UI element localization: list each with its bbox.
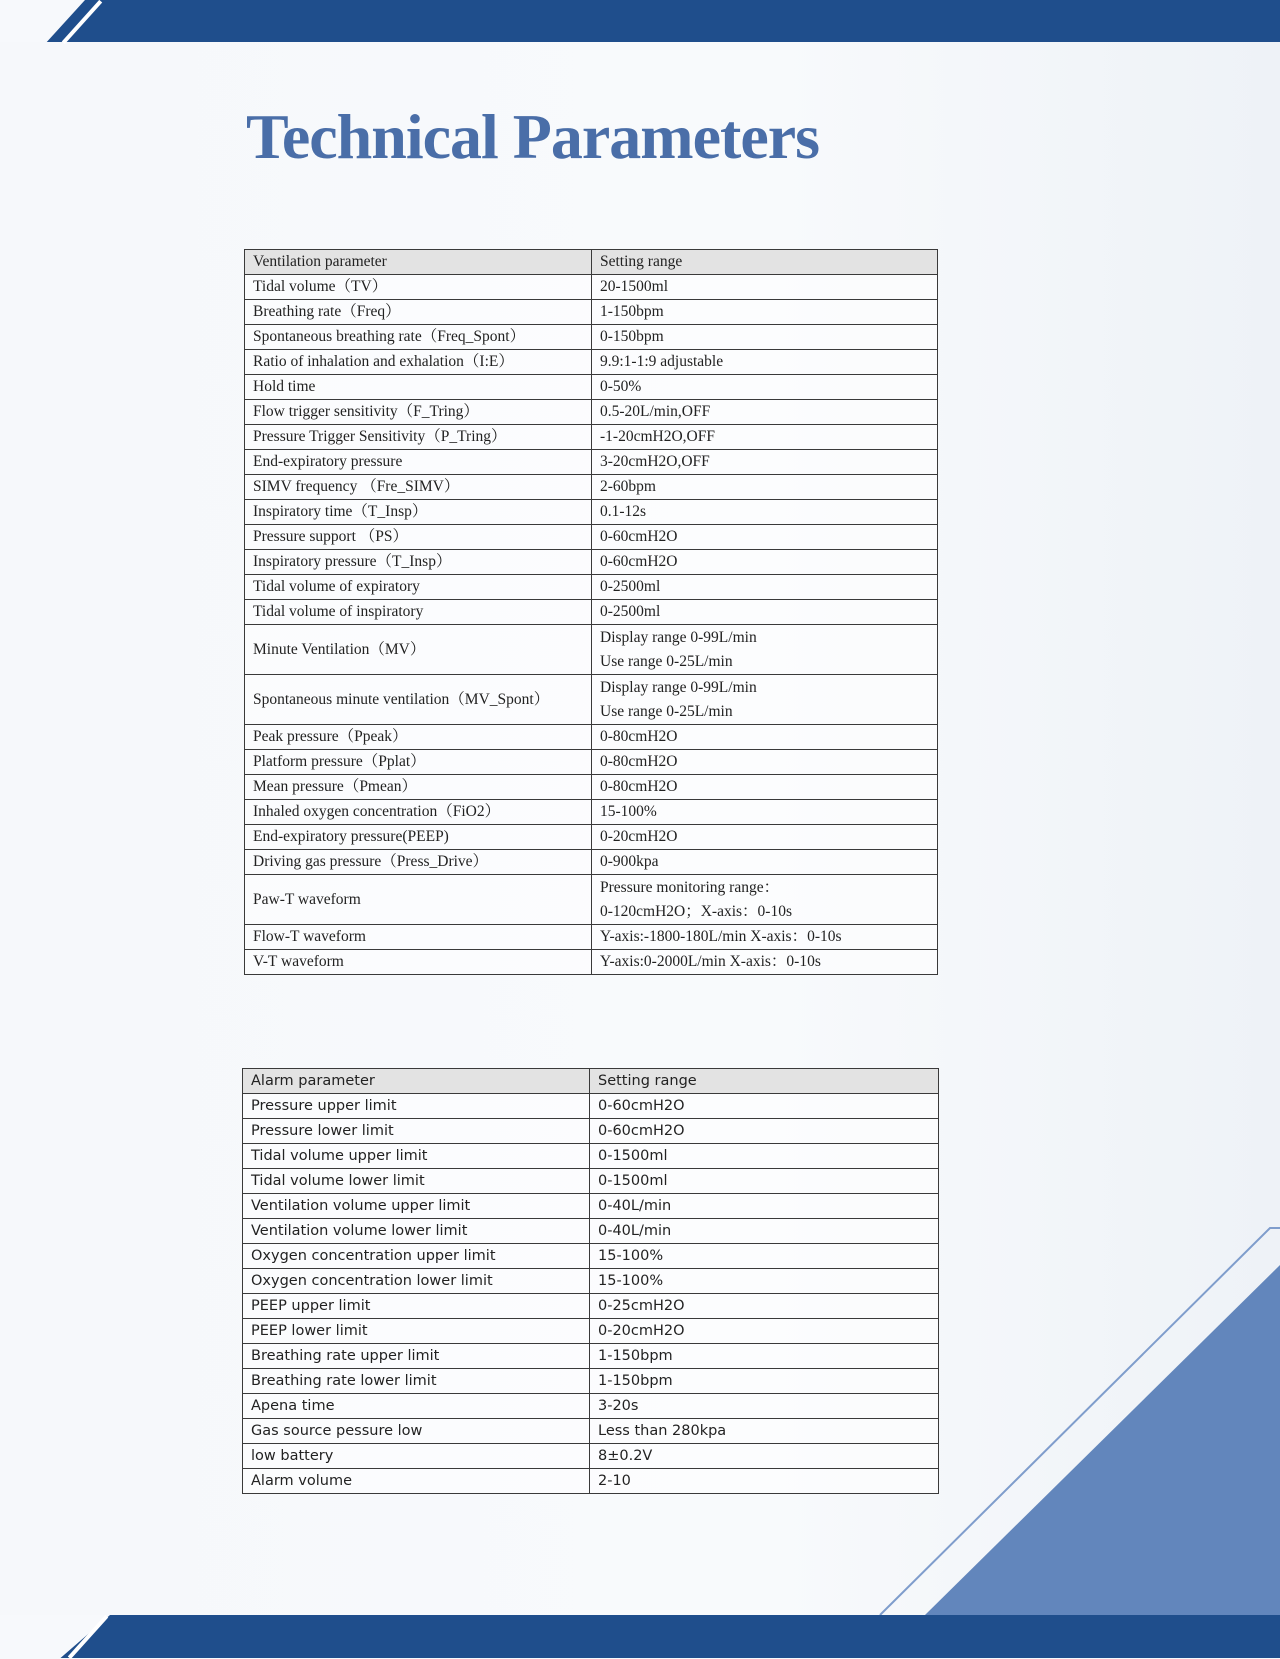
ventilation-row [245, 600, 938, 625]
ventilation-name-cell: Inhaled oxygen concentration（FiO2） [245, 800, 592, 825]
ventilation-name-cell: Tidal volume of inspiratory [245, 600, 592, 625]
alarm-name-cell: Oxygen concentration lower limit [243, 1269, 590, 1294]
ventilation-row [245, 950, 938, 975]
ventilation-header-cell: Ventilation parameter [245, 250, 592, 275]
alarm-row [243, 1194, 939, 1219]
ventilation-value-cell: Y-axis:0-2000L/min X-axis：0-10s [592, 950, 938, 975]
top-banner [0, 0, 1280, 42]
alarm-value-cell: Less than 280kpa [590, 1419, 939, 1444]
bottom-banner-cut [0, 1615, 110, 1658]
alarm-value-cell: 15-100% [590, 1244, 939, 1269]
alarm-name-cell: PEEP lower limit [243, 1319, 590, 1344]
ventilation-name-cell: Flow-T waveform [245, 925, 592, 950]
alarm-name-cell: Tidal volume upper limit [243, 1144, 590, 1169]
ventilation-row [245, 825, 938, 850]
alarm-value-cell: 3-20s [590, 1394, 939, 1419]
alarm-value-cell: 0-20cmH2O [590, 1319, 939, 1344]
alarm-value-cell: 0-1500ml [590, 1169, 939, 1194]
alarm-name-cell: low battery [243, 1444, 590, 1469]
ventilation-name-cell: Paw-T waveform [245, 875, 592, 925]
ventilation-name-cell: Breathing rate（Freq） [245, 300, 592, 325]
ventilation-value-cell: 0-80cmH2O [592, 750, 938, 775]
alarm-parameter-table [242, 1068, 939, 1494]
ventilation-value-cell: 0-20cmH2O [592, 825, 938, 850]
ventilation-value-line: Pressure monitoring range： [600, 878, 780, 896]
ventilation-value-line: 0-120cmH2O；X-axis：0-10s [600, 902, 793, 920]
alarm-name-cell: Ventilation volume lower limit [243, 1219, 590, 1244]
ventilation-row [245, 375, 938, 400]
ventilation-value-cell: 20-1500ml [592, 275, 938, 300]
alarm-name-cell: PEEP upper limit [243, 1294, 590, 1319]
page-title: Technical Parameters [246, 101, 820, 172]
alarm-value-cell: 0-60cmH2O [590, 1119, 939, 1144]
ventilation-row [245, 450, 938, 475]
ventilation-name-cell: Tidal volume（TV） [245, 275, 592, 300]
ventilation-value-cell: 2-60bpm [592, 475, 938, 500]
alarm-name-cell: Pressure lower limit [243, 1119, 590, 1144]
ventilation-name-cell: V-T waveform [245, 950, 592, 975]
ventilation-row [245, 675, 938, 725]
ventilation-row [245, 350, 938, 375]
alarm-name-cell: Apena time [243, 1394, 590, 1419]
alarm-name-cell: Breathing rate lower limit [243, 1369, 590, 1394]
ventilation-name-cell: Driving gas pressure（Press_Drive） [245, 850, 592, 875]
ventilation-header-cell: Setting range [592, 250, 938, 275]
ventilation-value-cell: 0-2500ml [592, 575, 938, 600]
ventilation-row [245, 275, 938, 300]
alarm-name-cell: Oxygen concentration upper limit [243, 1244, 590, 1269]
alarm-name-cell: Breathing rate upper limit [243, 1344, 590, 1369]
alarm-value-cell: 1-150bpm [590, 1344, 939, 1369]
ventilation-parameter-table [244, 249, 938, 975]
ventilation-value-cell: -1-20cmH2O,OFF [592, 425, 938, 450]
ventilation-value-line: Display range 0-99L/min [600, 678, 757, 696]
bottom-banner [0, 1615, 1280, 1658]
ventilation-row [245, 325, 938, 350]
alarm-row [243, 1319, 939, 1344]
alarm-value-cell: 1-150bpm [590, 1369, 939, 1394]
ventilation-name-cell: Flow trigger sensitivity（F_Tring） [245, 400, 592, 425]
ventilation-row [245, 750, 938, 775]
ventilation-row [245, 500, 938, 525]
ventilation-name-cell: Ratio of inhalation and exhalation（I:E） [245, 350, 592, 375]
ventilation-name-cell: Tidal volume of expiratory [245, 575, 592, 600]
ventilation-row [245, 925, 938, 950]
alarm-header-cell: Alarm parameter [243, 1069, 590, 1094]
alarm-header-row [243, 1069, 939, 1094]
ventilation-value-cell [592, 875, 938, 925]
alarm-row [243, 1394, 939, 1419]
alarm-value-cell: 15-100% [590, 1269, 939, 1294]
ventilation-name-cell: Inspiratory time（T_Insp） [245, 500, 592, 525]
alarm-row [243, 1269, 939, 1294]
ventilation-row [245, 300, 938, 325]
ventilation-name-cell: Pressure support （PS） [245, 525, 592, 550]
alarm-name-cell: Alarm volume [243, 1469, 590, 1494]
ventilation-row [245, 850, 938, 875]
alarm-name-cell: Gas source pessure low [243, 1419, 590, 1444]
ventilation-value-cell: 0.5-20L/min,OFF [592, 400, 938, 425]
ventilation-value-line: Use range 0-25L/min [600, 652, 733, 670]
ventilation-row [245, 425, 938, 450]
ventilation-name-cell: End-expiratory pressure [245, 450, 592, 475]
alarm-row [243, 1294, 939, 1319]
ventilation-name-cell: Peak pressure（Ppeak） [245, 725, 592, 750]
ventilation-row [245, 550, 938, 575]
ventilation-value-cell: 15-100% [592, 800, 938, 825]
ventilation-name-cell: Hold time [245, 375, 592, 400]
alarm-row [243, 1094, 939, 1119]
alarm-row [243, 1119, 939, 1144]
ventilation-name-cell: Platform pressure（Pplat） [245, 750, 592, 775]
ventilation-row [245, 775, 938, 800]
ventilation-row [245, 525, 938, 550]
alarm-name-cell: Pressure upper limit [243, 1094, 590, 1119]
alarm-row [243, 1169, 939, 1194]
alarm-value-cell: 8±0.2V [590, 1444, 939, 1469]
alarm-value-cell: 0-40L/min [590, 1219, 939, 1244]
ventilation-row [245, 800, 938, 825]
ventilation-value-cell [592, 675, 938, 725]
alarm-value-cell: 0-60cmH2O [590, 1094, 939, 1119]
ventilation-value-cell: 3-20cmH2O,OFF [592, 450, 938, 475]
ventilation-value-cell: 0-150bpm [592, 325, 938, 350]
alarm-row [243, 1244, 939, 1269]
ventilation-value-cell: 0-60cmH2O [592, 550, 938, 575]
ventilation-name-cell: Inspiratory pressure（T_Insp） [245, 550, 592, 575]
alarm-row [243, 1444, 939, 1469]
alarm-value-cell: 0-25cmH2O [590, 1294, 939, 1319]
ventilation-name-cell: End-expiratory pressure(PEEP) [245, 825, 592, 850]
ventilation-row [245, 875, 938, 925]
ventilation-name-cell: Spontaneous minute ventilation（MV_Spont） [245, 675, 592, 725]
ventilation-header-row [245, 250, 938, 275]
ventilation-name-cell: Mean pressure（Pmean） [245, 775, 592, 800]
ventilation-value-cell: 0-80cmH2O [592, 725, 938, 750]
ventilation-value-cell: 9.9:1-1:9 adjustable [592, 350, 938, 375]
alarm-value-cell: 0-1500ml [590, 1144, 939, 1169]
ventilation-row [245, 475, 938, 500]
ventilation-name-cell: SIMV frequency （Fre_SIMV） [245, 475, 592, 500]
alarm-row [243, 1419, 939, 1444]
ventilation-name-cell: Minute Ventilation（MV） [245, 625, 592, 675]
ventilation-value-cell: 1-150bpm [592, 300, 938, 325]
ventilation-row [245, 725, 938, 750]
ventilation-row [245, 625, 938, 675]
ventilation-value-cell: 0-2500ml [592, 600, 938, 625]
ventilation-name-cell: Spontaneous breathing rate（Freq_Spont） [245, 325, 592, 350]
ventilation-row [245, 575, 938, 600]
ventilation-value-cell: 0-80cmH2O [592, 775, 938, 800]
ventilation-value-cell: 0.1-12s [592, 500, 938, 525]
alarm-name-cell: Ventilation volume upper limit [243, 1194, 590, 1219]
ventilation-value-line: Display range 0-99L/min [600, 628, 757, 646]
alarm-value-cell: 0-40L/min [590, 1194, 939, 1219]
alarm-header-cell: Setting range [590, 1069, 939, 1094]
alarm-row [243, 1219, 939, 1244]
ventilation-name-cell: Pressure Trigger Sensitivity（P_Tring） [245, 425, 592, 450]
ventilation-value-cell: Y-axis:-1800-180L/min X-axis：0-10s [592, 925, 938, 950]
ventilation-value-cell: 0-900kpa [592, 850, 938, 875]
alarm-value-cell: 2-10 [590, 1469, 939, 1494]
ventilation-value-cell: 0-60cmH2O [592, 525, 938, 550]
alarm-row [243, 1144, 939, 1169]
ventilation-row [245, 400, 938, 425]
ventilation-value-cell [592, 625, 938, 675]
ventilation-value-cell: 0-50% [592, 375, 938, 400]
alarm-row [243, 1369, 939, 1394]
alarm-row [243, 1344, 939, 1369]
ventilation-value-line: Use range 0-25L/min [600, 702, 733, 720]
alarm-row [243, 1469, 939, 1494]
alarm-name-cell: Tidal volume lower limit [243, 1169, 590, 1194]
